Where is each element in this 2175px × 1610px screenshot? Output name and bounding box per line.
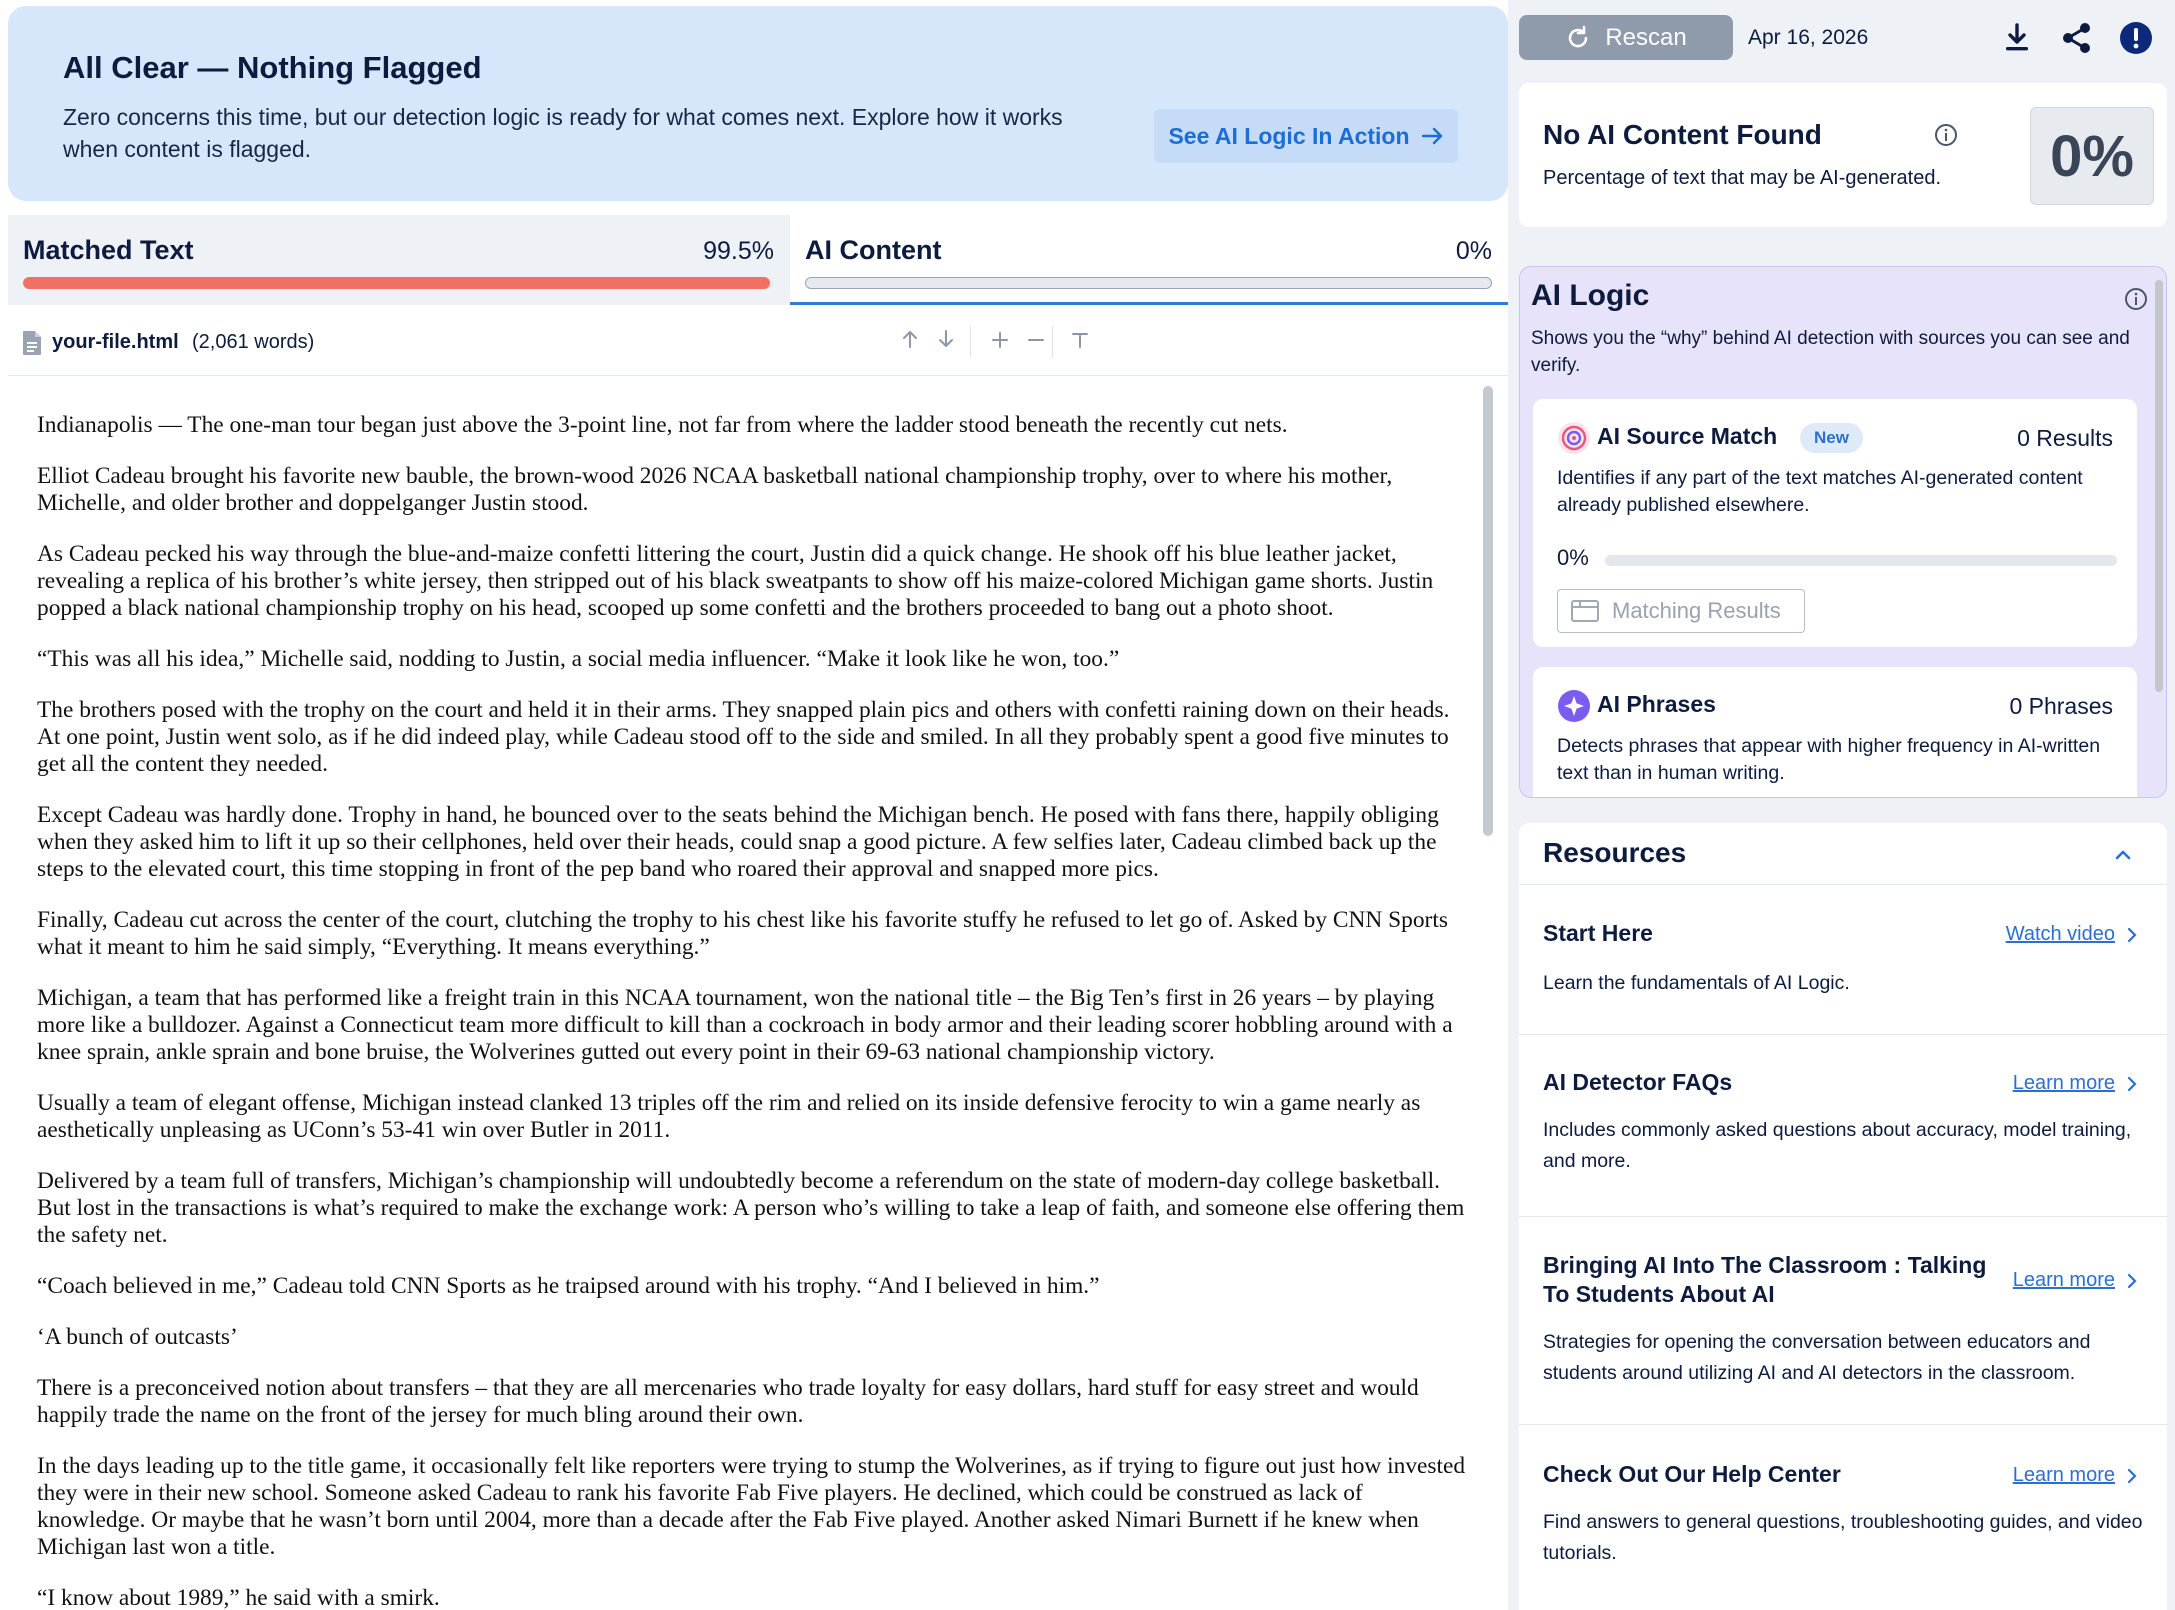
matched-progress-fill (23, 277, 770, 289)
chevron-right-icon (2127, 1076, 2137, 1092)
ai-summary-title: No AI Content Found (1543, 119, 1822, 150)
resource-title: Start Here (1543, 920, 1653, 946)
file-toolbar (8, 312, 1508, 376)
doc-paragraph: Finally, Cadeau cut across the center of the court, clutching the trophy to his chest like his favorite stuffy he refused to let go of. Asked by CNN Sports what it meant to him he said simply, “Everything. It means everything.” (37, 907, 1448, 960)
learn-more-link[interactable] (2013, 1269, 2137, 1292)
ai-logic-panel (1519, 266, 2167, 798)
ai-percentage-badge: 0% (2030, 107, 2154, 205)
ai-summary-card (1519, 83, 2167, 227)
document-scrollbar-thumb[interactable] (1483, 386, 1493, 836)
doc-paragraph: Usually a team of elegant offense, Michigan instead clanked 13 triples off the rim and relied on its inside defensive ferocity to win a game nearly as aesthetically unpleasing as UConn’s 53-41 win over Butler in 2011. (37, 1090, 1421, 1143)
toolbar-divider (970, 326, 971, 358)
resource-item-classroom (1519, 1217, 2167, 1425)
ai-summary-description: Percentage of text that may be AI-generated. (1543, 167, 1942, 189)
ai-phrases-title: AI Phrases (1597, 691, 1716, 717)
resource-title: Check Out Our Help Center (1543, 1461, 1841, 1487)
doc-paragraph: Michigan, a team that has performed like a freight train in this NCAA tournament, won the national title – the Big Ten’s first in 26 years – by playing more like a bulldozer. Against a Connecticut team more difficult to kill than a cockroach in body armor and their leading scorer hobbling around with a knee sprain, ankle sprain and bone bruise, the Wolverines gutted out every point in their 69-63 national championship victory. (37, 985, 1453, 1065)
doc-paragraph: “Coach believed in me,” Cadeau told CNN Sports as he traipsed around with his trophy. “And I believed in him.” (37, 1273, 1100, 1299)
resource-link-label: Learn more (2012, 1269, 2115, 1291)
matching-results-label: Matching Results (1612, 598, 1781, 623)
document-text (37, 412, 1467, 1610)
resource-description: Learn the fundamentals of AI Logic. (1543, 972, 1850, 994)
ai-source-match-card (1533, 399, 2137, 647)
arrow-down-icon[interactable] (932, 328, 960, 356)
all-clear-banner (8, 6, 1508, 201)
arrow-up-icon[interactable] (896, 328, 924, 356)
sparkle-icon (1557, 689, 1591, 723)
banner-description: Zero concerns this time, but our detection logic is ready for what comes next. Explore how it works when content is flagged. (63, 104, 1063, 162)
resource-title: Bringing AI Into The Classroom : Talking To Students About AI (1543, 1252, 1987, 1307)
resource-link-label: Learn more (2012, 1072, 2115, 1094)
doc-paragraph: The brothers posed with the trophy on the court and held it in their arms. They snapped plain pics and others with confetti raining down on their heads. At one point, Justin went solo, as if he did indeed play, while Cadeau stood off to the side and smiled. In all they probably spent a good five minutes to get all the content they needed. (37, 697, 1450, 777)
banner-title: All Clear — Nothing Flagged (63, 50, 482, 85)
report-tabs (8, 215, 1508, 305)
tab-ai-percent: 0% (1455, 237, 1492, 265)
tab-matched-label: Matched Text (23, 235, 194, 265)
resources-panel (1519, 823, 2167, 1610)
doc-paragraph: Delivered by a team full of transfers, Michigan’s championship will undoubtedly become a referendum on the state of modern-day college basketball. But lost in the transactions is what’s required to make the exchange work: A person who’s willing to take a leap of faith, and someone else offering them the safety net. (37, 1168, 1465, 1248)
source-match-description: Identifies if any part of the text matches AI-generated content already published elsewhere. (1557, 467, 2083, 516)
doc-paragraph: As Cadeau pecked his way through the blue-and-maize confetti littering the court, Justin did a quick change. He shook off his blue leather jacket, revealing a replica of his brother’s white jersey, then stripped out of his black sweatpants to show off his maize-colored Michigan game shorts. Justin popped a black national championship trophy on his head, scooped up some confetti and the brothers proceeded to bang out a photo shoot. (37, 541, 1434, 621)
resource-description: Strategies for opening the conversation between educators and students around utilizing AI and AI detectors in the classroom. (1543, 1331, 2091, 1384)
learn-more-link[interactable] (2013, 1072, 2137, 1095)
chevron-up-icon[interactable] (2111, 843, 2135, 867)
file-name: your-file.html (52, 331, 179, 353)
source-match-title: AI Source Match (1597, 423, 1778, 449)
ai-logic-description: Shows you the “why” behind AI detection with sources you can see and verify. (1531, 328, 2130, 376)
resource-item-start-here (1519, 885, 2167, 1035)
matching-results-button[interactable] (1557, 589, 1805, 633)
source-match-icon (1557, 421, 1591, 455)
tab-ai-content[interactable] (790, 215, 1508, 305)
doc-paragraph: “This was all his idea,” Michelle said, nodding to Justin, a social media influencer. “Make it look like he won, too.” (37, 646, 1120, 672)
new-badge: New (1800, 423, 1863, 453)
word-count: (2,061 words) (192, 331, 315, 353)
document-scrollbar[interactable] (1483, 380, 1495, 1610)
document-viewer[interactable] (8, 376, 1488, 1610)
share-icon[interactable] (2059, 20, 2095, 56)
ai-sidebar (1508, 0, 2175, 1610)
learn-more-link[interactable] (2013, 1464, 2137, 1487)
ai-progress-bar (805, 277, 1492, 289)
window-icon (1570, 599, 1600, 623)
download-icon[interactable] (1999, 20, 2035, 56)
resources-header[interactable] (1519, 823, 2167, 885)
source-match-progress-bar (1605, 555, 2117, 566)
ai-phrases-count: 0 Phrases (2009, 693, 2113, 719)
rescan-button[interactable] (1519, 15, 1733, 60)
arrow-right-icon (1422, 127, 1444, 145)
alert-icon[interactable] (2118, 20, 2154, 56)
toolbar-divider (1052, 326, 1053, 358)
ai-logic-scrollbar-thumb[interactable] (2155, 280, 2163, 692)
resources-title: Resources (1543, 837, 1687, 868)
ai-phrases-description: Detects phrases that appear with higher frequency in AI-written text than in human writing. (1557, 735, 2101, 784)
refresh-icon (1565, 25, 1591, 51)
resource-item-faqs (1519, 1035, 2167, 1217)
resource-link-label: Learn more (2012, 1464, 2115, 1486)
ai-logic-title: AI Logic (1531, 279, 1650, 312)
doc-paragraph: There is a preconceived notion about transfers – that they are all mercenaries who trade loyalty for easy dollars, hard stuff for easy street and would happily trade the name on the front of the jersey for much bling around their own. (37, 1375, 1419, 1428)
matched-progress-bar (23, 277, 774, 289)
tab-ai-label: AI Content (805, 235, 942, 265)
chevron-right-icon (2127, 1468, 2137, 1484)
zoom-out-icon[interactable] (1022, 328, 1050, 356)
text-format-icon[interactable] (1066, 328, 1094, 356)
resource-item-help-center (1519, 1425, 2167, 1610)
document-icon (22, 330, 42, 356)
chevron-right-icon (2127, 927, 2137, 943)
rescan-label: Rescan (1605, 23, 1687, 51)
watch-video-link[interactable] (2006, 923, 2137, 946)
doc-paragraph: ‘A bunch of outcasts’ (37, 1324, 238, 1350)
resource-description: Includes commonly asked questions about accuracy, model training, and more. (1543, 1119, 2132, 1172)
scan-date: Apr 16, 2026 (1748, 26, 1869, 49)
doc-paragraph: Elliot Cadeau brought his favorite new bauble, the brown-wood 2026 NCAA basketball national championship trophy, over to where his mother, Michelle, and older brother and doppelganger Justin stood. (37, 463, 1393, 516)
resource-link-label: Watch video (2005, 923, 2115, 945)
see-ai-logic-button[interactable] (1154, 109, 1458, 163)
tab-matched-text[interactable] (8, 215, 790, 305)
chevron-right-icon (2127, 1273, 2137, 1289)
zoom-in-icon[interactable] (986, 328, 1014, 356)
ai-phrases-card (1533, 667, 2137, 798)
info-icon[interactable] (1934, 123, 1958, 147)
see-ai-logic-label: See AI Logic In Action (1168, 122, 1410, 149)
tab-matched-percent: 99.5% (703, 237, 774, 265)
resource-title: AI Detector FAQs (1543, 1069, 1733, 1095)
doc-paragraph: Except Cadeau was hardly done. Trophy in hand, he bounced over to the seats behind the Michigan bench. He posed with fans there, happily obliging when they asked him to lift it up so their cellphones, held over their heads, could snap a good picture. A few selfies later, Cadeau climbed back up the steps to the elevated court, this time stopping in front of the pep band who roared their approval and snapped more pics. (37, 802, 1439, 882)
doc-paragraph: “I know about 1989,” he said with a smirk. (37, 1585, 440, 1610)
source-match-count: 0 Results (2017, 425, 2113, 451)
source-match-percent: 0% (1557, 545, 1589, 570)
info-icon[interactable] (2124, 287, 2148, 311)
doc-paragraph: Indianapolis — The one-man tour began just above the 3-point line, not far from where the ladder stood beneath the recently cut nets. (37, 412, 1288, 438)
resource-description: Find answers to general questions, troubleshooting guides, and video tutorials. (1543, 1511, 2143, 1564)
doc-paragraph: In the days leading up to the title game, it occasionally felt like reporters were trying to stump the Wolverines, as if trying to figure out just how invested they were in their new school. Someone asked Cadeau to rank his favorite Fab Five players. He declined, which could be construed as lack of knowledge. Or maybe that he wasn’t born until 2004, more than a decade after the Fab Five played. Another asked Nimari Burnett if he knew when Michigan last won a title. (37, 1453, 1466, 1560)
